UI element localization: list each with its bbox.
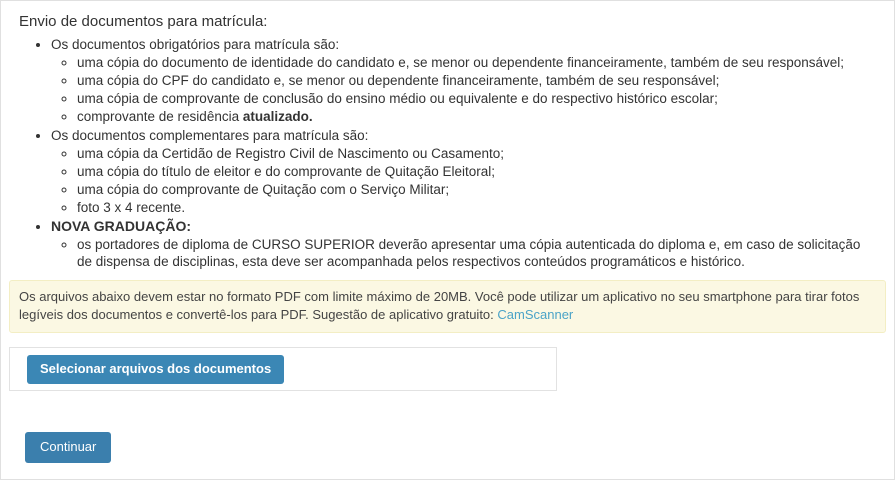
group-heading: Os documentos complementares para matrícula são: — [51, 128, 369, 143]
list-item-text: os portadores de diploma de CURSO SUPERIOR deverão apresentar uma cópia autenticada do diploma e, em caso de solicitação de dispensa de disciplinas, esta deve ser acompanhada pelos respectivos conteúdos programáticos e histórico. — [77, 237, 861, 269]
pdf-notice-text: Os arquivos abaixo devem estar no formato PDF com limite máximo de 20MB. Você pode utilizar um aplicativo no seu smartphone para tirar fotos legíveis dos documentos e convertê-los para PDF. Sugestão de aplicativo gratuito: — [19, 289, 860, 322]
list-item-emphasis: atualizado. — [242, 109, 313, 124]
document-group-mandatory — [51, 36, 878, 125]
group-heading: Os documentos obrigatórios para matrícula são: — [51, 37, 340, 52]
camscanner-link[interactable]: CamScanner — [497, 307, 574, 322]
list-item — [77, 90, 878, 107]
documents-list — [17, 36, 878, 270]
group-heading: NOVA GRADUAÇÃO: — [51, 218, 191, 234]
list-item-text: foto 3 x 4 recente. — [77, 200, 186, 215]
list-item-text: uma cópia do CPF do candidato e, se menor ou dependente financeiramente, também de seu responsável; — [77, 73, 720, 88]
list-item — [77, 199, 878, 216]
list-item-text: comprovante de residência — [77, 109, 243, 124]
list-item — [77, 236, 878, 270]
list-item-text: uma cópia da Certidão de Registro Civil de Nascimento ou Casamento; — [77, 146, 504, 161]
select-documents-button[interactable]: Selecionar arquivos dos documentos — [27, 355, 284, 384]
list-item-text: uma cópia do comprovante de Quitação com o Serviço Militar; — [77, 182, 450, 197]
document-sublist-new-graduation — [51, 236, 878, 270]
list-item-text: uma cópia do documento de identidade do candidato e, se menor ou dependente financeiramente, também de seu responsável; — [77, 55, 845, 70]
list-item — [77, 72, 878, 89]
page-title: Envio de documentos para matrícula: — [19, 13, 268, 30]
document-sublist-complementary — [51, 145, 878, 216]
list-item-text: uma cópia de comprovante de conclusão do ensino médio ou equivalente e do respectivo histórico escolar; — [77, 91, 718, 106]
list-item-text: uma cópia do título de eleitor e do comprovante de Quitação Eleitoral; — [77, 164, 495, 179]
document-sublist-mandatory — [51, 54, 878, 125]
list-item — [77, 54, 878, 71]
list-item — [77, 145, 878, 162]
list-item — [77, 181, 878, 198]
content-area — [1, 1, 894, 270]
document-group-new-graduation — [51, 218, 878, 270]
continue-button[interactable]: Continuar — [25, 432, 111, 463]
pdf-notice — [9, 280, 886, 333]
document-group-complementary — [51, 127, 878, 216]
file-upload-area[interactable] — [9, 347, 557, 391]
footer-actions — [25, 432, 111, 463]
list-item — [77, 108, 878, 125]
list-item — [77, 163, 878, 180]
